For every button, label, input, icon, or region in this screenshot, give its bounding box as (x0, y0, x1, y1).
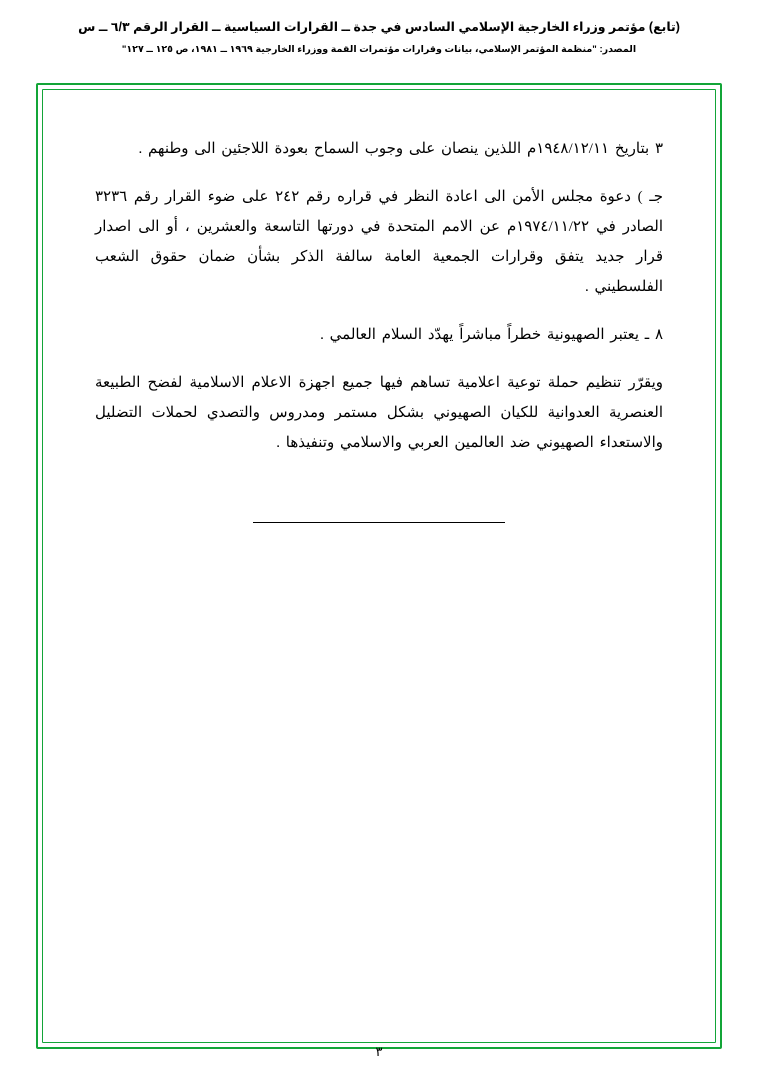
paragraph-2: جـ ) دعوة مجلس الأمن الى اعادة النظر في قراره رقم ٢٤٢ على ضوء القرار رقم ٣٢٣٦ الصادر في ١٩٧٤/١١/٢٢م عن الامم المتحدة في دورتها التاسعة والعشرين ، أو الى اصدار قرار جديد يتفق وقرارات الجمعية العامة سالفة الذكر بشأن ضمان حقوق الشعب الفلسطيني . (95, 189, 664, 295)
document-body (43, 90, 715, 1042)
section-divider-wrapper (95, 510, 663, 528)
header-source-line: المصدر: "منظمة المؤتمر الإسلامي، بيانات وقرارات مؤتمرات القمة ووزراء الخارجية ١٩٦٩ ــ ١٩٨١، ص ١٢٥ ــ ١٢٧" (121, 43, 637, 55)
header-title: (تابع) مؤتمر وزراء الخارجية الإسلامي السادس في جدة ــ القرارات السياسية ــ القرار الرقم ٦/٣ ــ س (78, 20, 680, 34)
paragraph-1: ٣ بتاريخ ١٩٤٨/١٢/١١م اللذين ينصان على وجوب السماح بعودة اللاجئين الى وطنهم . (138, 141, 663, 157)
page-footer (0, 1044, 758, 1060)
page-header (0, 0, 758, 57)
horizontal-rule (253, 522, 505, 523)
page-number: ٣ (375, 1044, 383, 1059)
paragraph-3: ٨ ـ يعتبر الصهيونية خطراً مباشراً يهدّد السلام العالمي . (320, 327, 663, 343)
paragraph-4: ويقرّر تنظيم حملة توعية اعلامية تساهم فيها جميع اجهزة الاعلام الاسلامية لفضح الطبيعة العنصرية العدوانية للكيان الصهيوني بشكل مستمر ومدروس والتصدي لحملات التضليل والاستعداء الصهيوني ضد العالمين العربي والاسلامي وتنفيذها . (95, 375, 663, 451)
content-frame (36, 83, 722, 1049)
content-frame-inner (42, 89, 716, 1043)
